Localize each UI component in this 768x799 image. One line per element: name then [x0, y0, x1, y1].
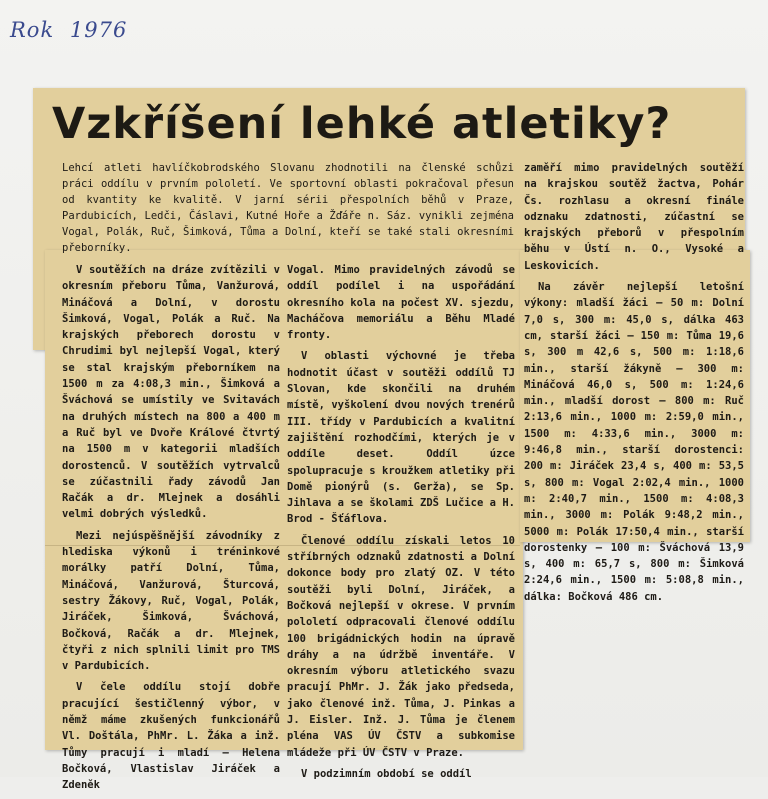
- article-intro: [62, 160, 514, 261]
- article-column-middle: [287, 262, 515, 787]
- handwritten-note: [10, 18, 127, 42]
- intro-paragraph: Lehcí atleti havlíčkobrodského Slovanu zhodnotili na členské schůzi práci oddílu v prvním pololetí. Ve sportovní oblasti pokračoval přesun od kvantity ke kvalitě. V jarní sérii přespolních běhů v Praze, Pardubicích, Ledči, Čáslavi, Kutné Hoře a Žďáře n. Sáz. vynikli zejména Vogal, Polák, Ruč, Šimková, Tůma a Dolní, kteří se také stali okresními přeborníky.: [62, 162, 514, 254]
- paragraph: V podzimním období se oddíl: [301, 767, 472, 780]
- paragraph: Členové oddílu získali letos 10 stříbrných odznaků zdatnosti a Dolní dokonce body pro zlatý OZ. V této soutěži byli Dolní, Jiráček, a Bočková nejlepší v okrese. V prvním pololetí odpracovali členové oddílu 100 brigádnických hodin na úpravě dráhy a na údržbě inventáře. V okresním výboru atletického svazu pracují PhMr. J. Žák jako předseda, jako členové inž. Tůma, J. Pinkas a J. Eisler. Inž. J. Tůma je členem pléna VAS ÚV ČSTV a subkomise mládeže při ÚV ČSTV v Praze.: [287, 534, 515, 759]
- paragraph: Mezi nejúspěšnější závodníky z hlediska výkonů i tréninkové morálky patří Dolní, Tůma, Mináčová, Vanžurová, Šturcová, sestry Žákovy, Ruč, Vogal, Polák, Jiráček, Šimková, Šváchová, Bočková, Račák a dr. Mlejnek, čtyři z nich splnili limit pro TMS v Pardubicích.: [62, 529, 280, 673]
- paragraph: V soutěžích na dráze zvítězili v okresním přeboru Tůma, Vanžurová, Mináčová a Dolní, v dorostu Šimková, Vogal, Polák a Ruč. Na krajských přeborech dorostu v Chrudimi byl nejlepší Vogal, který se stal krajským přeborníkem na 1500 m za 4:08,3 min., Šimková a Šváchová se umístily ve Svitavách na druhých místech na 800 a 400 m a Ruč byl ve Dvoře Králové čtvrtý na 1500 m v kategorii mladších dorostenců. V soutěžích vytrvalců se zúčastnili řady závodů Jan Račák a dr. Mlejnek a dosáhli velmi dobrých výsledků.: [62, 264, 280, 521]
- article-headline: Vzkříšení lehké atletiky?: [52, 99, 672, 149]
- paragraph: Vogal. Mimo pravidelných závodů se oddíl podílel i na uspořádání okresního kola na počest XV. sjezdu, Macháčova memoriálu a Běhu Mladé fronty.: [287, 264, 515, 342]
- article-column-left: [62, 262, 280, 799]
- handwritten-year: 1976: [69, 18, 128, 42]
- paragraph: Na závěr nejlepší letošní výkony: mladší žáci — 50 m: Dolní 7,0 s, 300 m: 45,0 s, dálka 463 cm, starší žáci — 150 m: Tůma 19,6 s, 300 m 42,6 s, 500 m: 1:18,6 min., starší žákyně — 300 m: Mináčová 46,0 s, 500 m: 1:24,6 min., mladší dorost — 800 m: Ruč 2:13,6 min., 1000 m: 2:59,0 min., 1500 m: 4:33,6 min., 3000 m: 9:46,8 min., starší dorostenci: 200 m: Jiráček 23,4 s, 400 m: 53,5 s, 800 m: Vogal 2:02,4 min., 1000 m: 2:40,7 min., 1500 m: 4:08,3 min., 3000 m: Polák 9:48,2 min., 5000 m: Polák 17:50,4 min., starší dorostenky — 100 m: Šváchová 13,9 s, 400 m: 65,7 s, 800 m: Šimková 2:24,6 min., 1500 m: 5:08,8 min., dálka: Bočková 486 cm.: [524, 281, 744, 603]
- paragraph: V čele oddílu stojí dobře pracující šestičlenný výbor, v němž máme zkušených funkcionářů Vl. Doštála, PhMr. L. Žáka a inž. Tůmy pracují i mladí — Helena Bočková, Vlastislav Jiráček a Zdeněk: [62, 681, 280, 792]
- paragraph: V oblasti výchovné je třeba hodnotit účast v soutěži oddílů TJ Slovan, kde skončili na druhém místě, vyškolení dvou nových trenérů III. třídy v Pardubicích a kvalitní zajištění rozhodčími, kterých je v oddíle deset. Oddíl úzce spolupracuje s kroužkem atletiky při Domě pionýrů (s. Gerža), se Sp. Jihlava a se školami ZDŠ Lučice a H. Brod - Šťáflova.: [287, 350, 515, 526]
- article-column-right: [524, 160, 744, 610]
- handwritten-label: Rok: [10, 18, 55, 42]
- paragraph: zaměří mimo pravidelných soutěží na krajskou soutěž žactva, Pohár Čs. rozhlasu a okresní finále odznaku zdatnosti, zúčastní se krajských přeborů v přespolním běhu v Ústí n. O., Vysoké a Leskovicích.: [524, 162, 744, 272]
